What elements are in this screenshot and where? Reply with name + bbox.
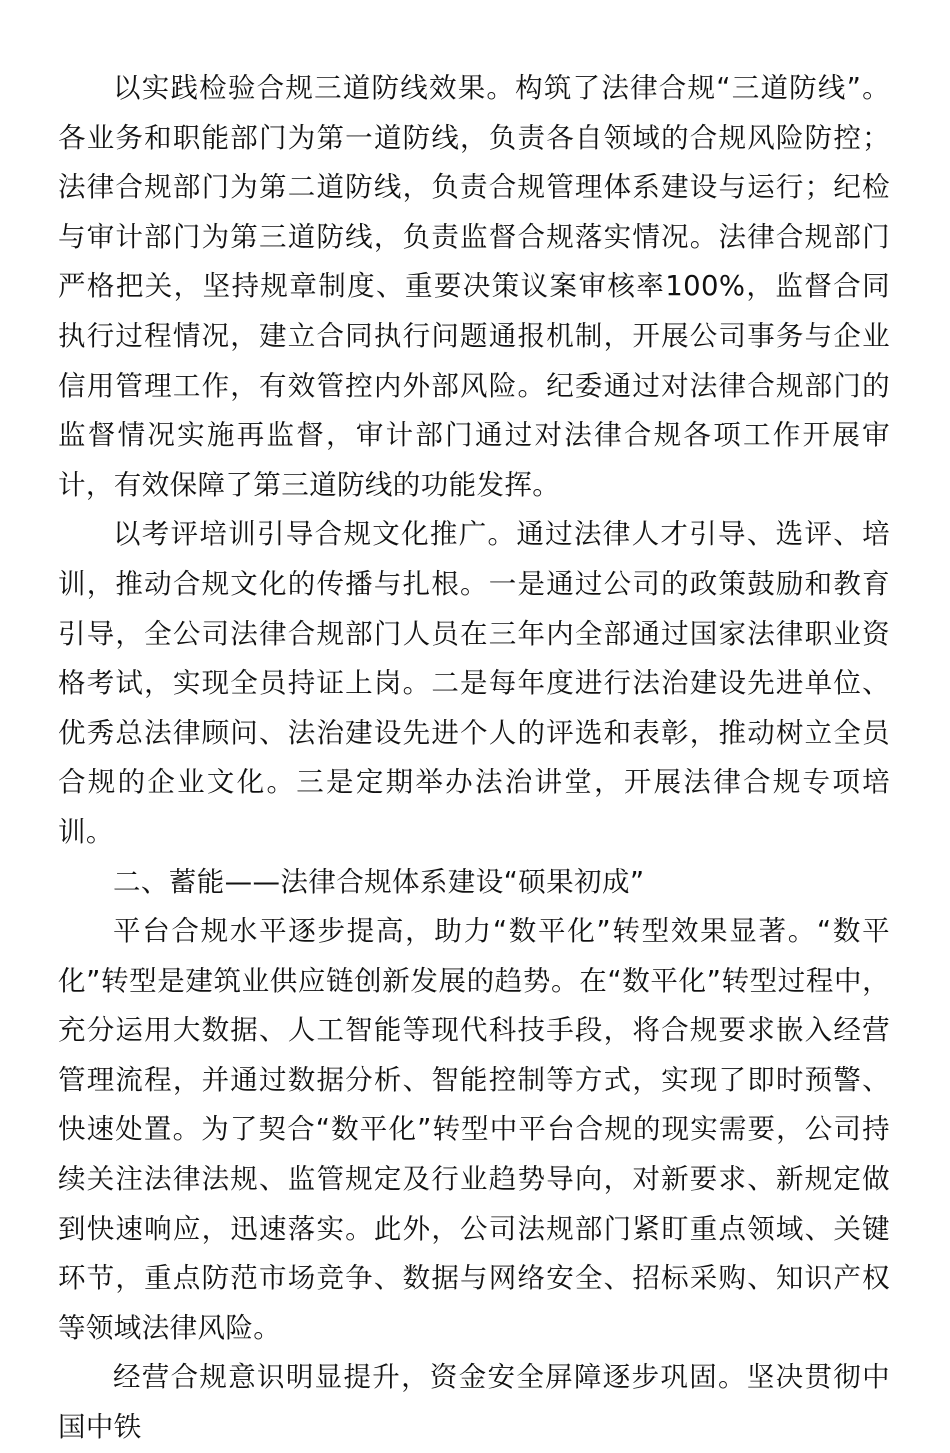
- paragraph-operational-compliance: 经营合规意识明显提升，资金安全屏障逐步巩固。坚决贯彻中国中铁: [58, 1361, 890, 1444]
- paragraph-compliance-culture: 以考评培训引导合规文化推广。通过法律人才引导、选评、培训，推动合规文化的传播与扎根。一是通过公司的政策鼓励和教育引导，全公司法律合规部门人员在三年内全部通过国家法律职业资格考试，实现全员持证上岗。二是每年度进行法治建设先进单位、优秀总法律顾问、法治建设先进个人的评选和表彰，推动树立全员合规的企业文化。三是定期举办法治讲堂，开展法律合规专项培训。: [58, 518, 890, 848]
- section-heading: 二、蓄能——法律合规体系建设“硕果初成”: [113, 865, 645, 898]
- paragraph-three-lines-of-defense: 以实践检验合规三道防线效果。构筑了法律合规“三道防线”。各业务和职能部门为第一道防线，负责各自领域的合规风险防控；法律合规部门为第二道防线，负责合规管理体系建设与运行；纪检与审计部门为第三道防线，负责监督合规落实情况。法律合规部门严格把关，坚持规章制度、重要决策议案审核率100%，监督合同执行过程情况，建立合同执行问题通报机制，开展公司事务与企业信用管理工作，有效管控内外部风险。纪委通过对法律合规部门的监督情况实施再监督，审计部门通过对法律合规各项工作开展审计，有效保障了第三道防线的功能发挥。: [58, 72, 890, 501]
- paragraph-platform-compliance: 平台合规水平逐步提高，助力“数平化”转型效果显著。“数平化”转型是建筑业供应链创新发展的趋势。在“数平化”转型过程中，充分运用大数据、人工智能等现代科技手段，将合规要求嵌入经营管理流程，并通过数据分析、智能控制等方式，实现了即时预警、快速处置。为了契合“数平化”转型中平台合规的现实需要，公司持续关注法律法规、监管规定及行业趋势导向，对新要求、新规定做到快速响应，迅速落实。此外，公司法规部门紧盯重点领域、关键环节，重点防范市场竞争、数据与网络安全、招标采购、知识产权等领域法律风险。: [58, 915, 890, 1344]
